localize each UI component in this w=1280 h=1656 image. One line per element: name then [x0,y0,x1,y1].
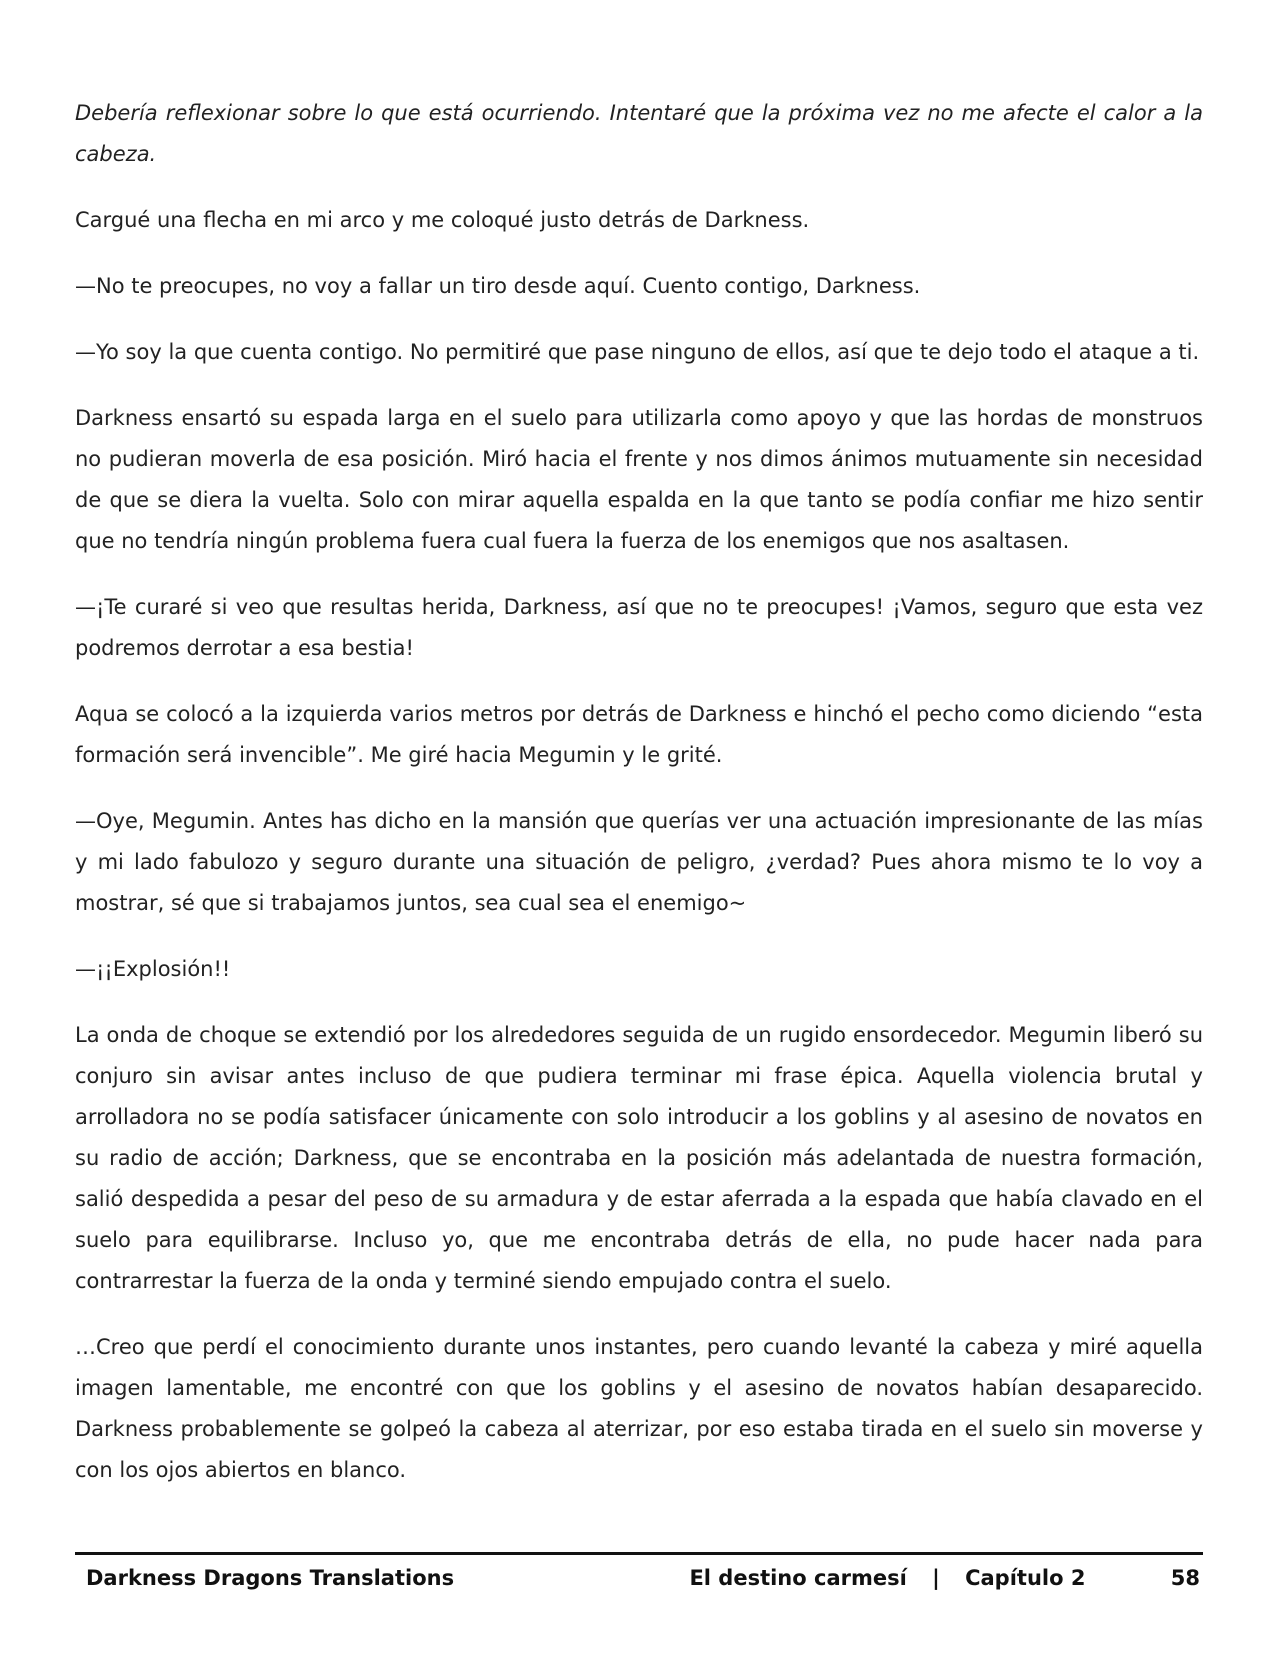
paragraph-3: —No te preocupes, no voy a fallar un tiro desde aquí. Cuento contigo, Darkness. [75,274,921,298]
paragraph-10: La onda de choque se extendió por los alrededores seguida de un rugido ensordecedor. Megumin liberó su conjuro sin avisar antes incluso de que pudiera terminar mi frase épica. Aquella violencia brutal y arrolladora no se podía satisfacer únicamente con solo introducir a los goblins y al asesino de novatos en su radio de acción; Darkness, que se encontraba en la posición más adelantada de nuestra formación, salió despedida a pesar del peso de su armadura y de estar aferrada a la espada que había clavado en el suelo para equilibrarse. Incluso yo, que me encontraba detrás de ella, no pude hacer nada para contrarrestar la fuerza de la onda y terminé siendo empujado contra el suelo. [75,1023,1203,1293]
footer-divider [75,1552,1203,1555]
footer-right-group [689,1566,1200,1590]
paragraph-6: —¡Te curaré si veo que resultas herida, Darkness, así que no te preocupes! ¡Vamos, seguro que esta vez podremos derrotar a esa bestia! [75,595,1203,660]
paragraph-2: Cargué una flecha en mi arco y me coloqué justo detrás de Darkness. [75,208,810,232]
page-footer [75,1560,1203,1600]
footer-book-title: El destino carmesí [689,1566,907,1590]
footer-separator: | [932,1566,940,1590]
footer-publisher: Darkness Dragons Translations [86,1566,455,1590]
page-body [75,93,1203,1516]
paragraph-5: Darkness ensartó su espada larga en el suelo para utilizarla como apoyo y que las hordas de monstruos no pudieran moverla de esa posición. Miró hacia el frente y nos dimos ánimos mutuamente sin necesidad de que se diera la vuelta. Solo con mirar aquella espalda en la que tanto se podía confiar me hizo sentir que no tendría ningún problema fuera cual fuera la fuerza de los enemigos que nos asaltasen. [75,406,1203,553]
paragraph-1: Debería reflexionar sobre lo que está ocurriendo. Intentaré que la próxima vez no me afecte el calor a la cabeza. [75,101,1203,166]
paragraph-7: Aqua se colocó a la izquierda varios metros por detrás de Darkness e hinchó el pecho como diciendo “esta formación será invencible”. Me giré hacia Megumin y le grité. [75,702,1203,767]
paragraph-4: —Yo soy la que cuenta contigo. No permitiré que pase ninguno de ellos, así que te dejo todo el ataque a ti. [75,340,1200,364]
footer-page-number: 58 [1170,1566,1200,1590]
paragraph-11: …Creo que perdí el conocimiento durante unos instantes, pero cuando levanté la cabeza y miré aquella imagen lamentable, me encontré con que los goblins y el asesino de novatos habían desaparecido. Darkness probablemente se golpeó la cabeza al aterrizar, por eso estaba tirada en el suelo sin moverse y con los ojos abiertos en blanco. [75,1335,1203,1482]
paragraph-9: —¡¡Explosión!! [75,957,231,981]
footer-chapter: Capítulo 2 [965,1566,1086,1590]
paragraph-8: —Oye, Megumin. Antes has dicho en la mansión que querías ver una actuación impresionante de las mías y mi lado fabulozo y seguro durante una situación de peligro, ¿verdad? Pues ahora mismo te lo voy a mostrar, sé que si trabajamos juntos, sea cual sea el enemigo~ [75,809,1203,915]
